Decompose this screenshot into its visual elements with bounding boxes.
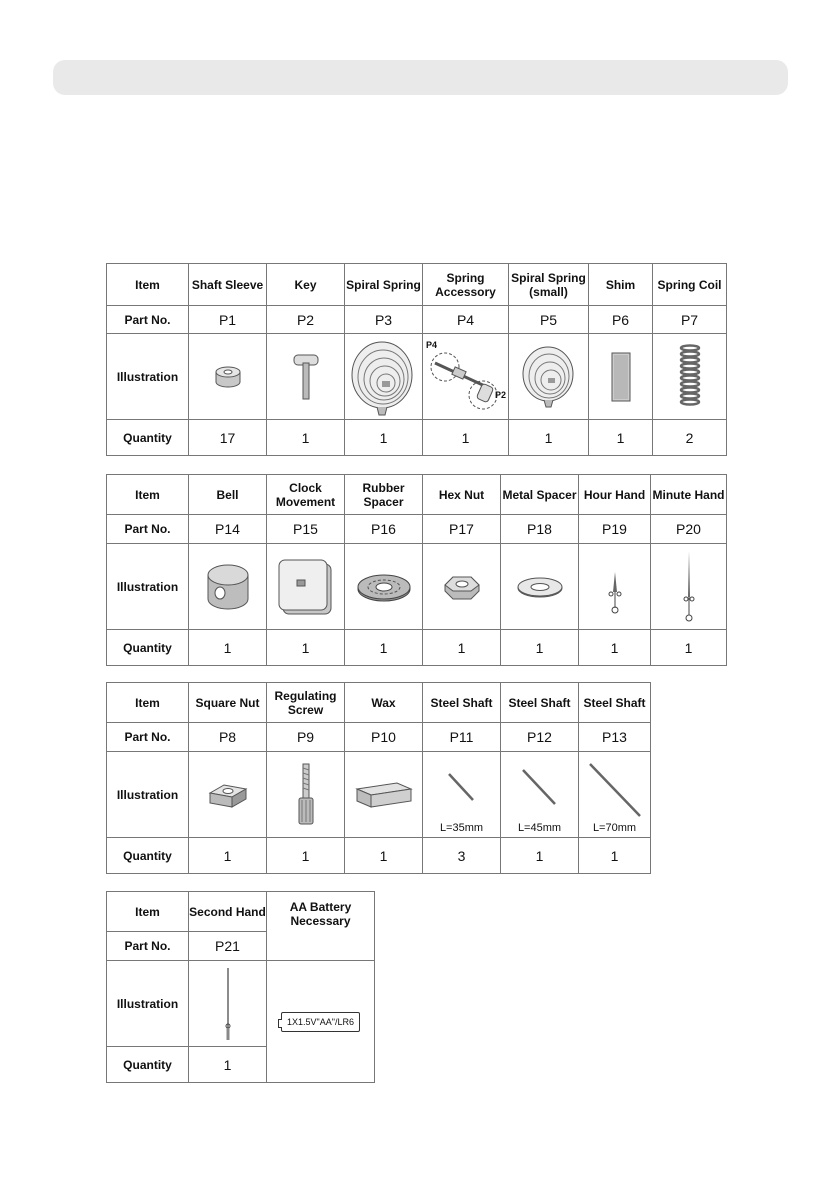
row-label-illustration: Illustration [107,752,189,838]
parts-table-3 [106,682,651,874]
quantity: 1 [579,838,651,874]
illustration-cell [423,544,501,630]
item-name: Spiral Spring (small) [509,264,589,306]
illustration-cell [653,334,727,420]
part-number: P3 [345,306,423,334]
illustration-cell [189,334,267,420]
quantity: 1 [267,630,345,666]
shaft-length: L=45mm [517,822,562,834]
quantity: 1 [589,420,653,456]
shaft-sleeve-icon [208,362,248,392]
quantity: 1 [267,838,345,874]
illustration-cell [345,334,423,420]
rubber-spacer-icon [354,567,414,607]
spring-accessory-icon [427,337,505,417]
part-number: P21 [189,932,267,961]
item-name: Key [267,264,345,306]
clock-movement-icon [275,554,337,620]
part-number: P19 [579,515,651,544]
callout-p4: P4 [426,340,438,350]
quantity: 2 [653,420,727,456]
illustration-cell [589,334,653,420]
row-label-item: Item [107,475,189,515]
part-number: P13 [579,723,651,752]
item-name: Rubber Spacer [345,475,423,515]
illustration-cell [579,752,651,838]
part-number: P5 [509,306,589,334]
item-name: Spiral Spring [345,264,423,306]
part-number: P10 [345,723,423,752]
steel-shaft-icon [580,760,650,830]
illustration-cell [501,544,579,630]
wax-icon [351,775,417,815]
row-label-item: Item [107,892,189,932]
shim-icon [606,349,636,405]
quantity: 1 [423,630,501,666]
hex-nut-icon [437,569,487,605]
row-label-illustration: Illustration [107,544,189,630]
item-name: Square Nut [189,683,267,723]
item-name: Shaft Sleeve [189,264,267,306]
row-label-part-no: Part No. [107,932,189,961]
battery-label: 1X1.5V"AA"/LR6 [287,1016,354,1027]
steel-shaft-icon [505,760,575,830]
shaft-length: L=70mm [592,822,637,834]
item-name: Clock Movement [267,475,345,515]
quantity: 17 [189,420,267,456]
row-label-part-no: Part No. [107,306,189,334]
part-number: P15 [267,515,345,544]
item-name: Metal Spacer [501,475,579,515]
key-icon [286,347,326,407]
item-name: Wax [345,683,423,723]
item-name: Second Hand [189,892,267,932]
illustration-cell [651,544,727,630]
illustration-cell [267,961,375,1083]
callout-p2: P2 [494,390,506,400]
illustration-cell [423,334,509,420]
row-label-illustration: Illustration [107,961,189,1047]
row-label-quantity: Quantity [107,1047,189,1083]
hour-hand-icon [603,554,627,620]
illustration-cell [267,544,345,630]
illustration-cell [189,752,267,838]
part-number: P6 [589,306,653,334]
part-number: P12 [501,723,579,752]
illustration-cell [579,544,651,630]
quantity: 3 [423,838,501,874]
bell-icon [200,557,256,617]
quantity: 1 [345,420,423,456]
spiral-spring-icon [349,337,419,417]
part-number: P20 [651,515,727,544]
illustration-cell [509,334,589,420]
item-name: Shim [589,264,653,306]
parts-table-4 [106,891,375,1083]
spring-coil-icon [675,342,705,412]
header-bar [53,60,788,95]
illustration-cell [189,961,267,1047]
second-hand-icon [218,964,238,1044]
item-name: Spring Coil [653,264,727,306]
part-number: P11 [423,723,501,752]
quantity: 1 [189,1047,267,1083]
quantity: 1 [501,630,579,666]
item-name: Hour Hand [579,475,651,515]
quantity: 1 [423,420,509,456]
item-name: Steel Shaft [423,683,501,723]
illustration-cell [189,544,267,630]
quantity: 1 [189,630,267,666]
illustration-cell [267,334,345,420]
quantity: 1 [345,838,423,874]
part-number: P14 [189,515,267,544]
row-label-part-no: Part No. [107,723,189,752]
square-nut-icon [204,775,252,815]
minute-hand-icon [677,547,701,627]
part-number: P1 [189,306,267,334]
quantity: 1 [267,420,345,456]
illustration-cell [501,752,579,838]
part-number: P8 [189,723,267,752]
parts-table-2 [106,474,727,666]
row-label-quantity: Quantity [107,630,189,666]
quantity: 1 [579,630,651,666]
item-name: Steel Shaft [501,683,579,723]
part-number: P9 [267,723,345,752]
illustration-cell [345,752,423,838]
regulating-screw-icon [291,760,321,830]
quantity: 1 [501,838,579,874]
row-label-item: Item [107,264,189,306]
quantity: 1 [651,630,727,666]
item-name: Hex Nut [423,475,501,515]
item-name: Bell [189,475,267,515]
illustration-cell [345,544,423,630]
row-label-quantity: Quantity [107,838,189,874]
row-label-illustration: Illustration [107,334,189,420]
battery-icon [281,1012,360,1032]
item-name: AA Battery Necessary [267,892,375,961]
illustration-cell [267,752,345,838]
quantity: 1 [509,420,589,456]
steel-shaft-icon [427,760,497,830]
row-label-item: Item [107,683,189,723]
item-name: Spring Accessory [423,264,509,306]
quantity: 1 [345,630,423,666]
part-number: P18 [501,515,579,544]
quantity: 1 [189,838,267,874]
illustration-cell [423,752,501,838]
item-name: Minute Hand [651,475,727,515]
part-number: P7 [653,306,727,334]
part-number: P17 [423,515,501,544]
battery-terminal [278,1019,282,1028]
spiral-spring-small-icon [519,342,579,412]
part-number: P2 [267,306,345,334]
item-name: Regulating Screw [267,683,345,723]
part-number: P4 [423,306,509,334]
row-label-part-no: Part No. [107,515,189,544]
item-name: Steel Shaft [579,683,651,723]
row-label-quantity: Quantity [107,420,189,456]
parts-table-1 [106,263,727,456]
metal-spacer-icon [513,572,567,602]
shaft-length: L=35mm [439,822,484,834]
part-number: P16 [345,515,423,544]
